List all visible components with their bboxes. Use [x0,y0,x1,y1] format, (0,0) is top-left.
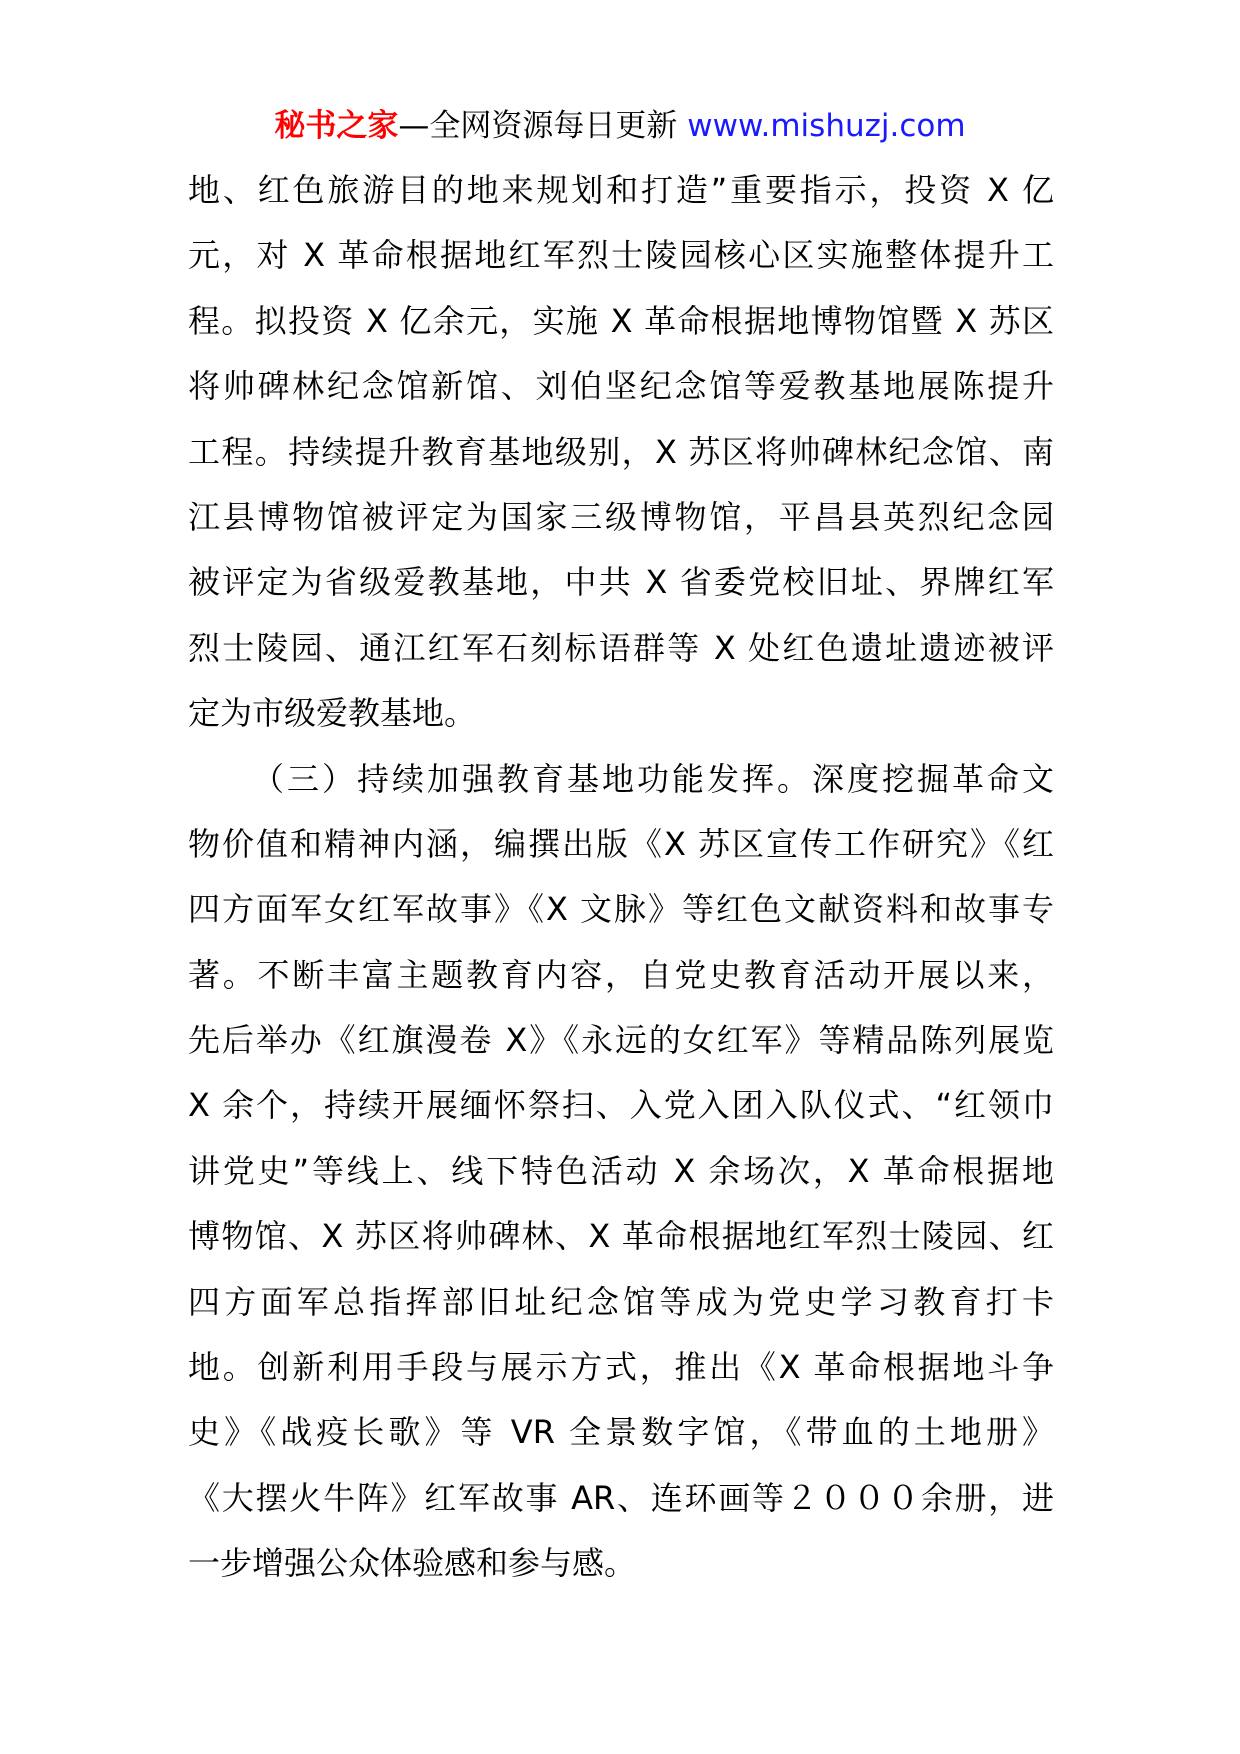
body-line: 烈士陵园、通江红军石刻标语群等 X 处红色遗址遗迹被评 [188,628,1054,667]
body-line: 程。拟投资 X 亿余元，实施 X 革命根据地博物馆暨 X 苏区 [188,301,1054,340]
body-line: 一步增强公众体验感和参与感。 [188,1544,637,1583]
body-line: 先后举办《红旗漫卷 X》《永远的女红军》等精品陈列展览 [188,1021,1054,1060]
body-line: 被评定为省级爱教基地，中共 X 省委党校旧址、界牌红军 [188,563,1054,602]
body-line: 定为市级爱教基地。 [188,694,477,733]
body-line: 物价值和精神内涵，编撰出版《X 苏区宣传工作研究》《红 [188,824,1054,863]
body-line: 地。创新利用手段与展示方式，推出《X 革命根据地斗争 [188,1348,1054,1387]
page-header [0,96,1240,156]
body-line: 地、红色旅游目的地来规划和打造”重要指示，投资 X 亿 [188,171,1054,209]
body-line: 著。不断丰富主题教育内容，自党史教育活动开展以来， [188,955,1054,994]
site-url-link[interactable]: www.mishuzj.com [687,108,966,144]
body-line: 将帅碑林纪念馆新馆、刘伯坚纪念馆等爱教基地展陈提升 [188,367,1054,406]
body-line: 元，对 X 革命根据地红军烈士陵园核心区实施整体提升工 [188,236,1054,275]
body-line: 江县博物馆被评定为国家三级博物馆，平昌县英烈纪念园 [188,497,1054,536]
document-body [188,158,1054,1597]
site-tagline: —全网资源每日更新 [398,108,688,144]
body-line: 工程。持续提升教育基地级别，X 苏区将帅碑林纪念馆、南 [188,432,1054,471]
body-line: 史》《战疫长歌》等 VR 全景数字馆，《带血的土地册》 [188,1413,1054,1452]
body-line: 讲党史”等线上、线下特色活动 X 余场次，X 革命根据地 [188,1151,1054,1190]
body-line: 博物馆、X 苏区将帅碑林、X 革命根据地红军烈士陵园、红 [188,1217,1054,1256]
site-brand: 秘书之家 [274,108,399,144]
body-line: X 余个，持续开展缅怀祭扫、入党入团入队仪式、“红领巾 [188,1086,1054,1125]
body-line: 四方面军女红军故事》《X 文脉》等红色文献资料和故事专 [188,890,1054,929]
section-heading-line: （三）持续加强教育基地功能发挥。深度挖掘革命文 [252,759,1054,798]
body-line: 四方面军总指挥部旧址纪念馆等成为党史学习教育打卡 [188,1282,1054,1321]
body-line: 《大摆火牛阵》红军故事 AR、连环画等２０００余册，进 [188,1478,1054,1517]
